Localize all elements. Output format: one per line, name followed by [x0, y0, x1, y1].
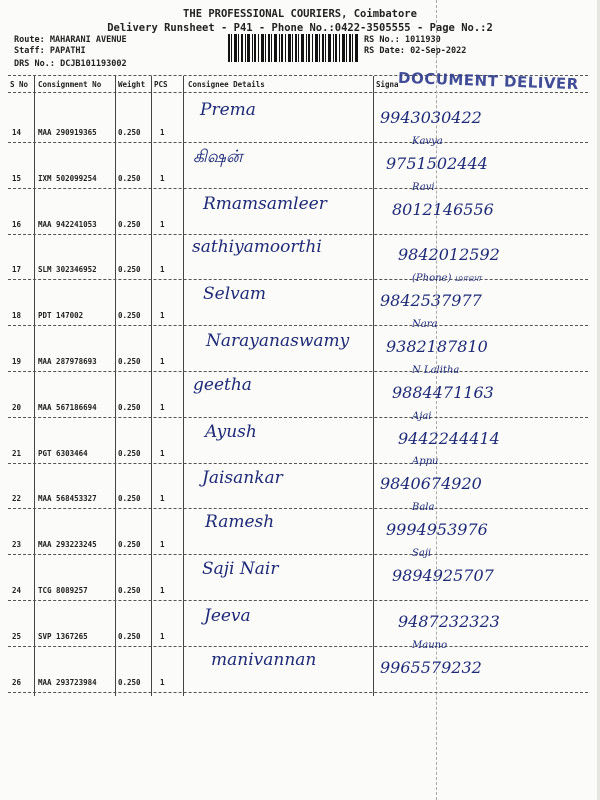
recipient-signature: (Phone) மாலா	[412, 273, 482, 285]
row-weight: 0.250	[118, 586, 141, 595]
row-consignment-no: PDT 147002	[38, 311, 84, 321]
row-consignment-no: MAA 293723984	[38, 677, 97, 687]
recipient-phone: 9965579232	[380, 657, 482, 677]
col-signature: Signa	[376, 80, 399, 89]
staff-value: PAPATHI	[49, 46, 86, 56]
recipient-phone: 9382187810	[386, 337, 488, 356]
row-divider	[8, 508, 588, 509]
col-divider	[373, 76, 374, 696]
row-consignment-no: PGT 6303464	[38, 448, 88, 458]
recipient-signature: Ajai	[412, 410, 432, 422]
row-weight: 0.250	[118, 402, 141, 412]
consignee-name: geetha	[193, 374, 252, 395]
row-divider	[8, 142, 588, 143]
col-consignment: Consignment No	[38, 80, 102, 89]
row-consignment-no: MAA 567186694	[38, 402, 97, 412]
row-divider	[8, 325, 588, 326]
recipient-signature: N Lalitha	[412, 364, 460, 376]
row-pcs: 1	[160, 586, 165, 595]
consignee-name: Jeeva	[204, 605, 251, 626]
row-divider	[8, 646, 588, 647]
row-sno: 14	[12, 128, 22, 137]
row-weight: 0.250	[118, 631, 141, 641]
row-weight: 0.250	[118, 265, 141, 275]
recipient-signature: Bala	[412, 502, 435, 514]
recipient-signature: Mauno	[412, 639, 448, 651]
company-title: THE PROFESSIONAL COURIERS, Coimbatore	[183, 8, 417, 20]
row-weight: 0.250	[118, 448, 141, 458]
consignee-name: Selvam	[203, 284, 267, 305]
row-sno: 25	[12, 631, 22, 641]
rs-date-value: 02-Sep-2022	[410, 46, 467, 56]
col-consignee: Consignee Details	[188, 80, 265, 89]
row-pcs: 1	[160, 540, 165, 550]
row-divider	[8, 692, 588, 693]
consignee-name: Prema	[200, 100, 256, 120]
row-divider	[8, 279, 588, 280]
consignee-name: Ramesh	[205, 512, 275, 533]
route-value: MAHARANI AVENUE	[49, 35, 127, 45]
col-divider	[115, 76, 116, 696]
row-sno: 19	[12, 357, 22, 366]
row-weight: 0.250	[118, 357, 141, 366]
row-pcs: 1	[160, 219, 165, 229]
row-sno: 17	[12, 265, 22, 275]
row-weight: 0.250	[118, 173, 141, 183]
recipient-signature: Kavya	[412, 135, 443, 147]
consignee-name: கிஷன்	[193, 146, 243, 167]
row-pcs: 1	[160, 402, 165, 412]
row-consignment-no: TCG 8089257	[38, 586, 88, 595]
row-pcs: 1	[160, 494, 165, 504]
recipient-phone: 9894925707	[392, 566, 494, 585]
row-consignment-no: MAA 290919365	[38, 128, 97, 137]
row-pcs: 1	[160, 128, 165, 137]
recipient-signature: Saji	[412, 548, 432, 559]
row-sno: 21	[12, 448, 22, 458]
row-divider	[8, 234, 588, 235]
row-weight: 0.250	[118, 219, 141, 229]
staff-label: Staff:	[14, 46, 45, 56]
row-divider	[8, 463, 588, 464]
consignee-name: manivannan	[211, 649, 317, 670]
row-pcs: 1	[160, 173, 165, 183]
drs-line	[14, 59, 127, 69]
row-divider	[8, 188, 588, 189]
recipient-phone: 9943030422	[380, 108, 482, 127]
recipient-phone: 9842537977	[380, 291, 482, 311]
row-pcs: 1	[160, 677, 165, 687]
row-sno: 16	[12, 219, 22, 229]
row-consignment-no: SLM 302346952	[38, 265, 97, 275]
row-sno: 23	[12, 540, 22, 550]
col-divider	[34, 76, 35, 696]
consignee-name: sathiyamoorthi	[192, 237, 322, 258]
rs-date-label: RS Date:	[364, 46, 405, 56]
drs-label: DRS No.:	[14, 59, 55, 69]
row-consignment-no: MAA 568453327	[38, 494, 97, 504]
consignee-name: Rmamsamleer	[203, 193, 327, 214]
row-divider	[8, 600, 588, 601]
row-sno: 22	[12, 494, 22, 504]
col-pcs: PCS	[154, 80, 168, 89]
recipient-phone: 9840674920	[380, 474, 482, 494]
row-weight: 0.250	[118, 677, 141, 687]
row-consignment-no: MAA 942241053	[38, 219, 97, 229]
recipient-phone: 9751502444	[386, 153, 488, 173]
col-weight: Weight	[118, 80, 146, 89]
row-divider	[8, 554, 588, 555]
consignee-name: Ayush	[205, 421, 257, 442]
row-pcs: 1	[160, 631, 165, 641]
row-sno: 15	[12, 173, 22, 183]
row-pcs: 1	[160, 311, 165, 321]
table-header-divider	[8, 92, 588, 93]
row-pcs: 1	[160, 265, 165, 275]
recipient-signature: Ravi	[412, 181, 435, 193]
recipient-phone: 9842012592	[398, 245, 500, 265]
consignee-name: Jaisankar	[202, 468, 283, 489]
row-divider	[8, 417, 588, 418]
col-divider	[183, 76, 184, 696]
recipient-phone: 8012146556	[392, 199, 494, 219]
runsheet-subtitle: Delivery Runsheet - P41 - Phone No.:0422-3505555 - Page No.:2	[107, 22, 493, 34]
recipient-phone: 9994953976	[386, 520, 488, 540]
col-divider	[151, 76, 152, 696]
row-sno: 24	[12, 586, 22, 595]
consignee-name: Saji Nair	[202, 559, 279, 579]
row-pcs: 1	[160, 448, 165, 458]
document-delivered-stamp: DOCUMENT DELIVER	[397, 68, 580, 94]
row-sno: 20	[12, 402, 22, 412]
row-consignment-no: SVP 1367265	[38, 631, 88, 641]
recipient-phone: 9884471163	[392, 382, 494, 402]
row-sno: 26	[12, 677, 22, 687]
recipient-phone: 9487232323	[398, 611, 500, 631]
row-weight: 0.250	[118, 540, 141, 550]
drs-value: DCJB101193002	[60, 59, 127, 69]
rs-date-line	[364, 46, 466, 56]
row-sno: 18	[12, 311, 22, 321]
row-divider	[8, 371, 588, 372]
rs-no-label: RS No.:	[364, 35, 400, 45]
consignee-name: Narayanaswamy	[206, 331, 350, 351]
recipient-signature: Nara	[412, 319, 438, 330]
barcode-image	[228, 34, 358, 62]
rs-no-line	[364, 35, 441, 45]
row-weight: 0.250	[118, 311, 141, 321]
row-consignment-no: MAA 287978693	[38, 357, 97, 366]
staff-line	[14, 46, 86, 56]
recipient-signature: Appu	[412, 456, 439, 468]
rs-no-value: 1011930	[404, 35, 441, 45]
row-weight: 0.250	[118, 494, 141, 504]
row-pcs: 1	[160, 357, 165, 366]
row-consignment-no: MAA 293223245	[38, 540, 97, 550]
route-line	[14, 35, 127, 45]
route-label: Route:	[14, 35, 45, 45]
row-consignment-no: IXM 502099254	[38, 173, 97, 183]
recipient-phone: 9442244414	[398, 428, 500, 448]
col-sno: S No	[10, 80, 29, 89]
row-weight: 0.250	[118, 128, 141, 137]
